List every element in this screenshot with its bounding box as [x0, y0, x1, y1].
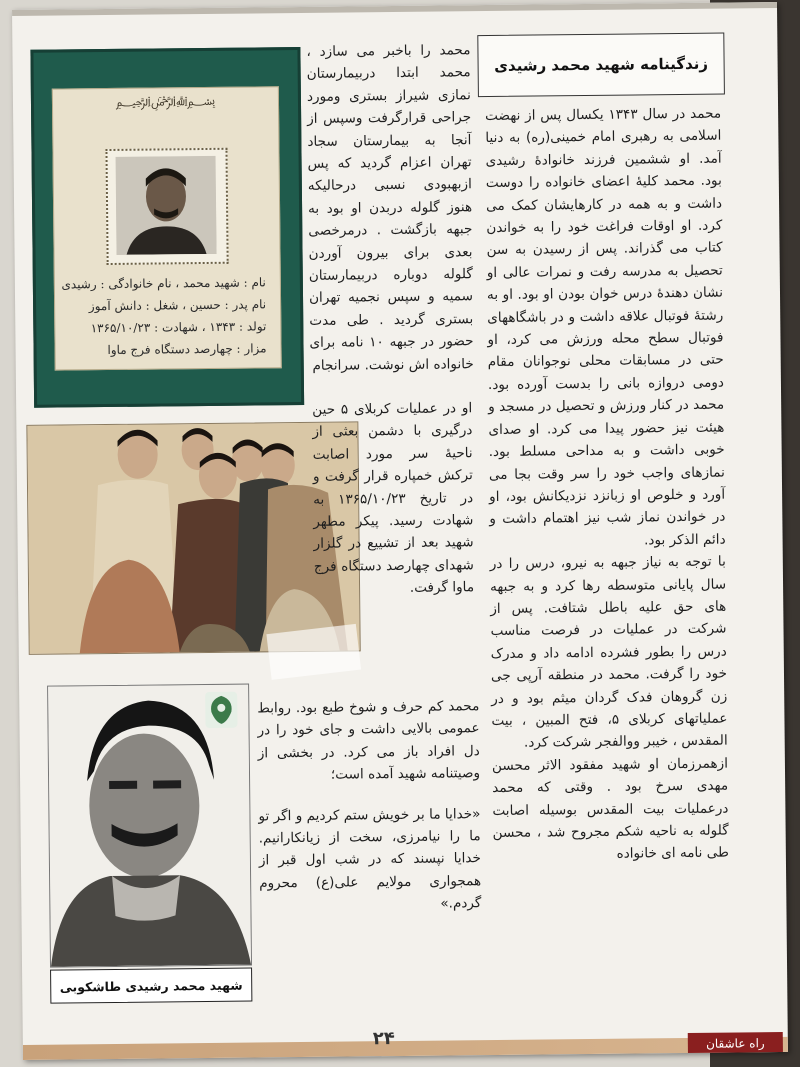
left-column-top: [306, 39, 474, 377]
certificate-card: [52, 86, 282, 370]
certificate-portrait-frame: [105, 148, 228, 265]
magazine-brand: راه عاشقان: [688, 1032, 783, 1055]
group-photo: [26, 421, 360, 654]
character-paragraph: محمد کم حرف و شوخ طبع بود. روابط عمومی بالایی داشت و جای خود را در دل افراد باز می کرد. در بخشی از وصیتنامه شهید آمده است؛: [257, 698, 481, 783]
photo-caption: شهید محمد رشیدی طاشکوبی: [50, 968, 252, 1004]
left-column-bottom: [257, 695, 481, 917]
testament-quote: «خدایا ما بر خویش ستم کردیم و اگر تو ما را نیامرزی، سخت از زیانکارانیم. خدایا نپسند که در شب اول قبر از همجواری مولایم علی(ع) محروم گردم.»: [258, 805, 482, 912]
bio-paragraph-3: ازهمرزمان او شهید مفقود الاثر محسن مهدی سرخ بود . وقتی که محمد درعملیات بیت المقدس بوسیله اصابت گلوله به ناحیه شکم مجروح شد ، محسن طی نامه ای خانواده: [491, 755, 729, 863]
certificate-portrait: [116, 156, 217, 255]
magazine-page: [12, 2, 788, 1060]
martyrdom-paragraph: او در عملیات کربلای ۵ حین درگیری با دشمن بعثی از ناحیهٔ سر مورد اصابت ترکش خمپاره قرار گرفت و در تاریخ ۱۳۶۵/۱۰/۲۳ به شهادت رسید. پیکر مطهر شهید بعد از تشییع در گلزار شهدای چهارصد دستگاه فرج ماوا گرفت.: [312, 400, 475, 597]
article-title: زندگینامه شهید محمد رشیدی: [477, 33, 725, 98]
certificate-line-3: تولد : ۱۳۴۳ ، شهادت : ۱۳۶۵/۱۰/۲۳: [90, 319, 267, 336]
bio-paragraph-1: محمد در سال ۱۳۴۳ یکسال پس از نهضت اسلامی به رهبری امام خمینی(ره) به دنیا آمد. او ششمین فرزند خانوادهٔ رشیدی بود. محمد کلیهٔ اعضای خانواده را دوست داشت و به همه در کارهایشان کمک می کرد. او اوقات فراغت خود را به خواندن کتاب می گذراند. پس از رسیدن به سن تحصیل به مدرسه رفت و نمرات عالی او نشان دهندهٔ درس خوان بودن او بود. او به رشتهٔ فوتبال علاقه داشت و در باشگاههای فوتبال سطح محله ورزش می کرد، او حتی در مسابقات محلی نوجوانان مقام دومی دروازه بانی را بدست آورده بود. محمد در کنار ورزش و تحصیل در مسجد و هیئت نیز حضور پیدا می کرد. او صدای خوبی داشت و به مداحی مسلط بود. نمازهای واجب خود را سر وقت بجا می آورد و خلوص او زبانزد نزدیکانش بود، او در خواندن نماز شب نیز اهتمام داشت و دائم الذکر بود.: [485, 105, 726, 549]
right-column: [485, 103, 729, 867]
certificate-arabic-band: ﷽: [115, 93, 216, 110]
left-column-mid: [312, 397, 474, 600]
bio-continuation: محمد را باخبر می سازد ، محمد ابتدا دربیمارستان نمازی شیراز بستری ومورد جراحی قرارگرفت وسپس از آنجا به بیمارستان سجاد تهران اعزام گردید که پس ازبهبودی نسبی درحالیکه هنوز گلوله دربدن او بود به جبهه بازگشت . درمرخصی بعدی برای بیرون آوردن گلوله دوباره دربیمارستان سمیه و سپس نجمیه تهران بستری گردید . طی مدت حضور در جبهه ۱۰ نامه برای خانواده اش نوشت. سرانجام: [306, 42, 474, 374]
certificate-frame: [30, 47, 304, 408]
certificate-line-2: نام پدر : حسین ، شغل : دانش آموز: [88, 297, 267, 314]
photo-torn-edge: [266, 624, 361, 680]
certificate-line-4: مزار : چهارصد دستگاه فرج ماوا: [107, 341, 267, 358]
logo-icon: [205, 692, 237, 728]
page-number: ۲۴: [372, 1028, 395, 1050]
certificate-line-1: نام : شهید محمد ، نام خانوادگی : رشیدی: [61, 275, 266, 292]
bio-paragraph-2: با توجه به نیاز جبهه به نیرو، درس را در سال پایانی متوسطه رها کرد و به جبهه های حق علیه باطل شتافت. پس از شرکت در عملیات در فرصت مناسب درس را بطور فشرده ادامه داد و مدرک خود را گرفت. محمد در منطقه آرپی جی زن گروهان فدک گردان میثم بود و در عملیاتهای کربلای ۵، فتح المبین ، بیت المقدس ، خیبر ووالفجر شرکت کرد.: [489, 553, 728, 752]
